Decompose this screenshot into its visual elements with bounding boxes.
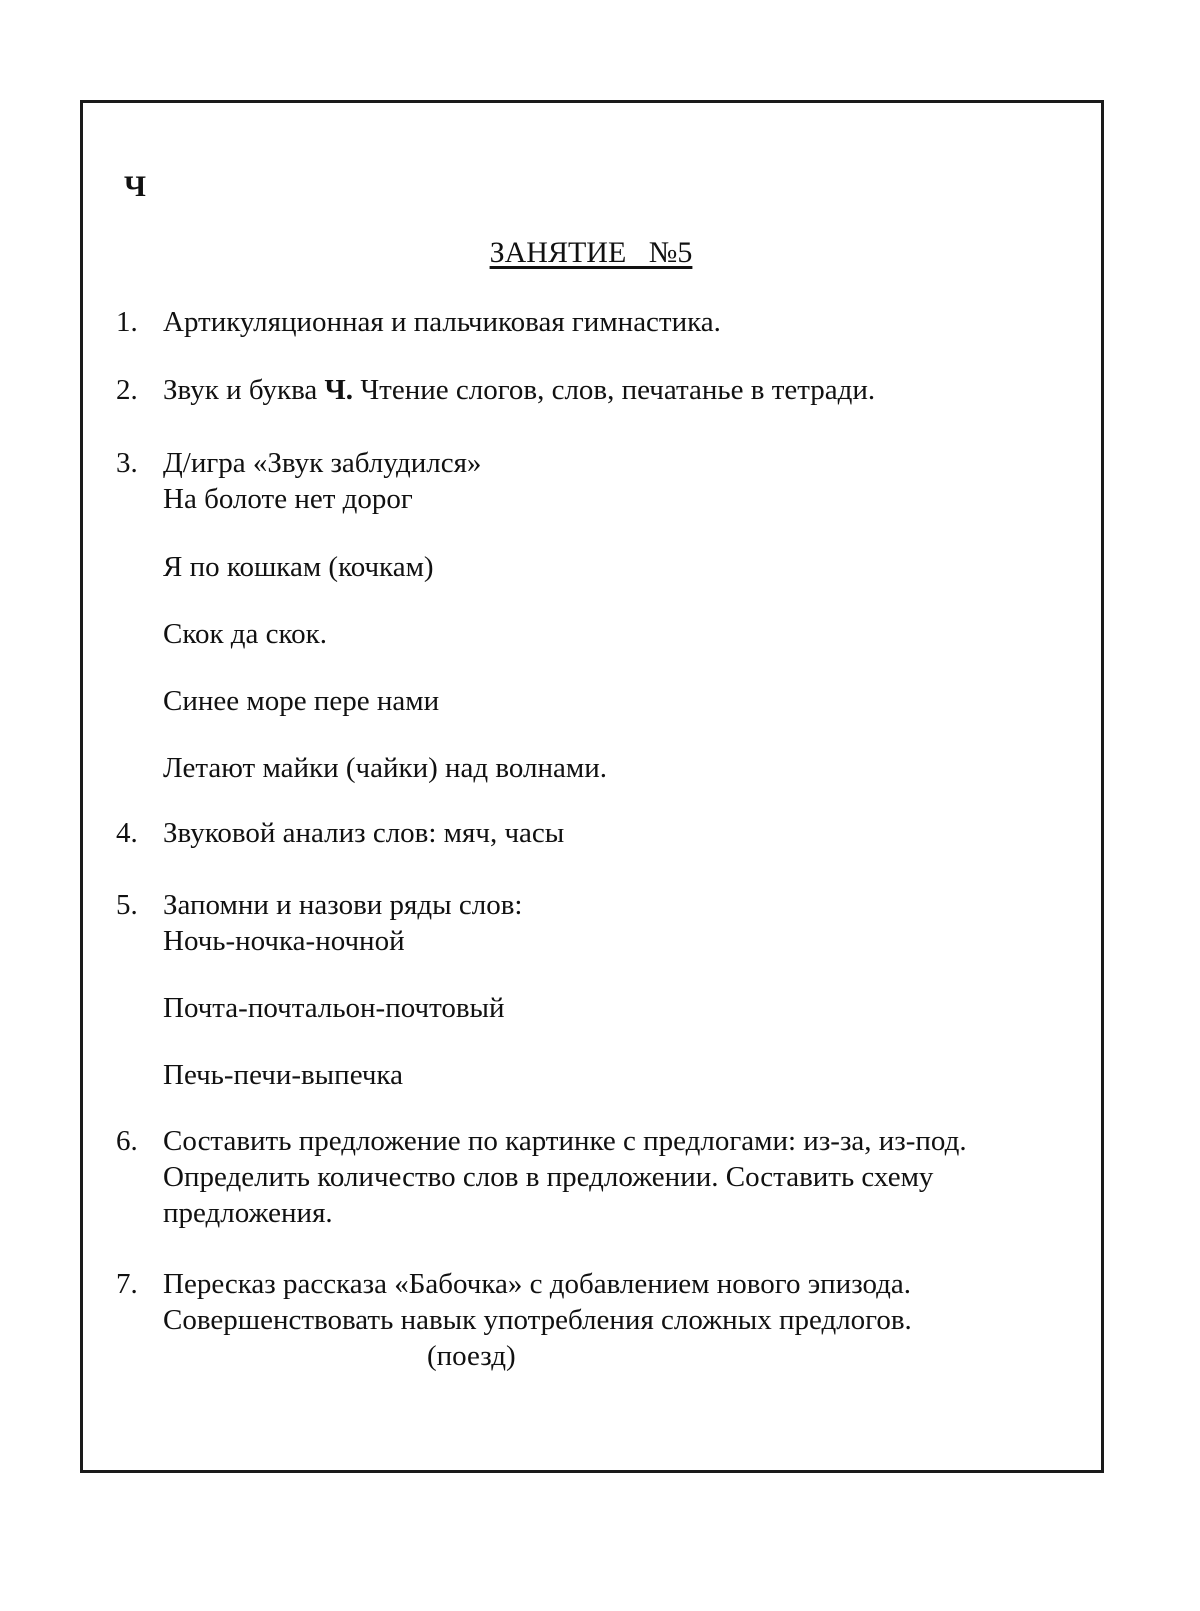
item-text-bold-letter: Ч. <box>324 374 354 406</box>
item-number: 3. <box>116 447 138 479</box>
word-row: Печь-печи-выпечка <box>163 1059 403 1091</box>
item-number: 2. <box>116 374 138 406</box>
verse-line: Летают майки (чайки) над волнами. <box>163 752 607 784</box>
item-text-pre: Звук и буква <box>163 374 325 406</box>
item-text <box>163 373 875 408</box>
item-number: 5. <box>116 889 138 921</box>
verse-line: Я по кошкам (кочкам) <box>163 551 434 583</box>
item-text: Д/игра «Звук заблудился» <box>163 447 482 479</box>
item-note: (поезд) <box>427 1340 516 1372</box>
item-text: На болоте нет дорог <box>163 483 413 515</box>
item-text: предложения. <box>163 1197 333 1229</box>
item-number: 1. <box>116 306 138 338</box>
item-text: Артикуляционная и пальчиковая гимнастика. <box>163 306 721 338</box>
item-number: 7. <box>116 1268 138 1300</box>
item-text: Пересказ рассказа «Бабочка» с добавлением нового эпизода. <box>163 1268 912 1300</box>
item-number: 4. <box>116 817 138 849</box>
word-row: Почта-почтальон-почтовый <box>163 992 505 1024</box>
item-text: Определить количество слов в предложении. Составить схему <box>163 1161 934 1193</box>
sound-letter: Ч <box>124 170 147 203</box>
item-text: Ночь-ночка-ночной <box>163 925 405 957</box>
item-text: Звуковой анализ слов: мяч, часы <box>163 817 565 849</box>
item-text: Совершенствовать навык употребления сложных предлогов. <box>163 1304 912 1336</box>
lesson-title: ЗАНЯТИЕ №5 <box>489 236 693 269</box>
item-text: Запомни и назови ряды слов: <box>163 889 523 921</box>
item-text: Составить предложение по картинке с предлогами: из-за, из-под. <box>163 1125 967 1157</box>
item-number: 6. <box>116 1125 138 1157</box>
verse-line: Синее море пере нами <box>163 685 440 717</box>
item-text-post: Чтение слогов, слов, печатанье в тетради. <box>353 374 876 406</box>
verse-line: Скок да скок. <box>163 618 328 650</box>
